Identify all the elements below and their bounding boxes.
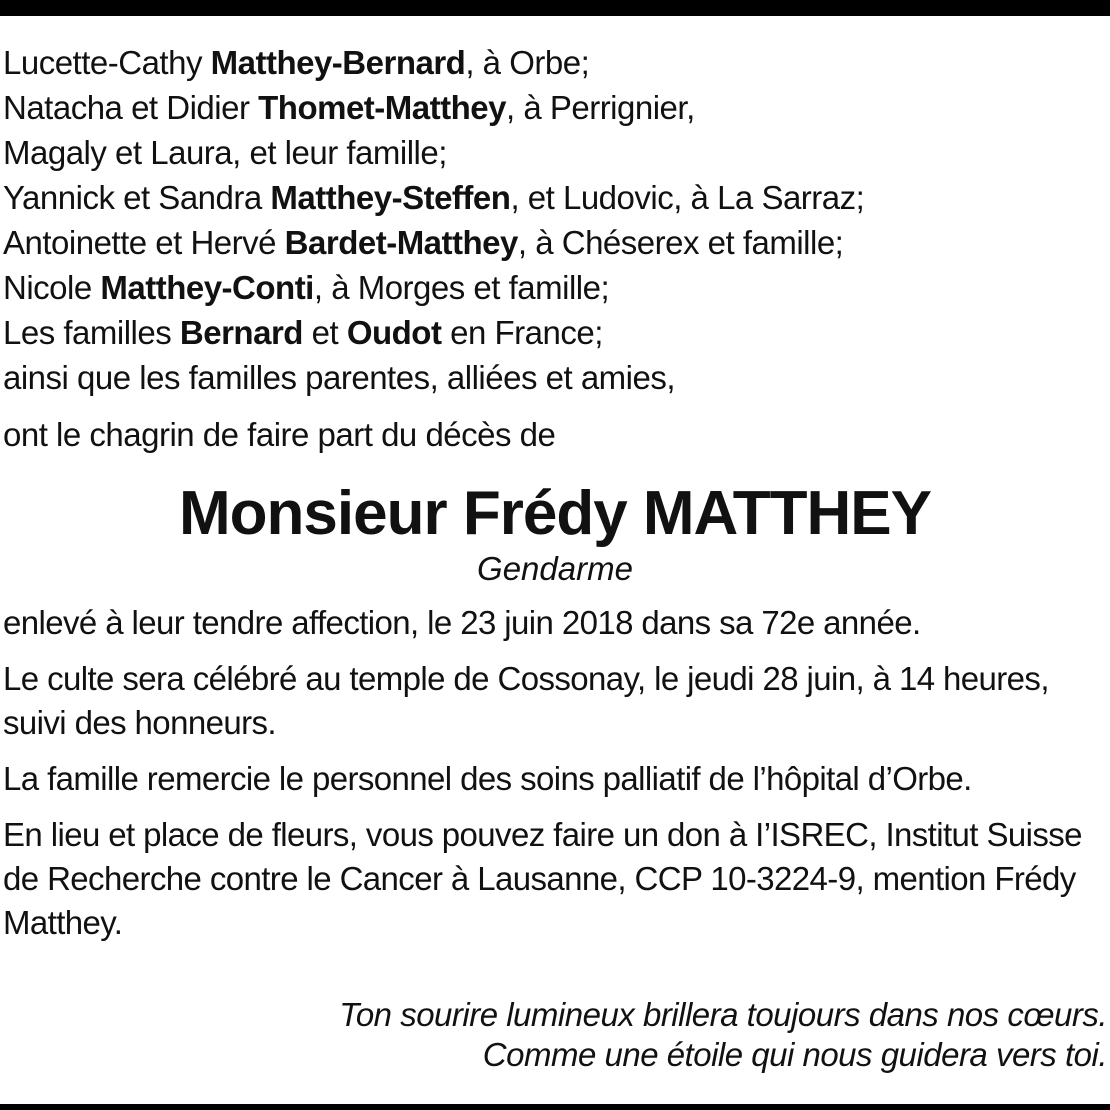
family-line [3,130,1107,175]
family-line-text: et [302,314,347,351]
family-line-text: Lucette-Cathy [3,44,211,81]
family-surname: Matthey-Bernard [210,44,466,81]
bottom-border-rule [0,1104,1110,1110]
ceremony-paragraph: Le culte sera célébré au temple de Cossonay, le jeudi 28 juin, à 14 heures, suivi des honneurs. [3,660,1049,741]
family-line [3,175,1107,220]
family-line-text: Les familles [3,314,180,351]
family-line-text: Natacha et Didier [3,89,259,126]
closing-quote [3,995,1107,1075]
deceased-name: Monsieur Frédy MATTHEY [179,479,931,548]
family-line-text: Magaly et Laura, et leur famille; [3,134,447,171]
obituary-notice [3,40,1107,1075]
family-line [3,265,1107,310]
family-line-text: en France; [441,314,603,351]
family-list [3,40,1107,400]
announcement-intro: ont le chagrin de faire part du décès de [3,416,556,453]
family-line [3,310,1107,355]
family-surname: Thomet-Matthey [258,89,506,126]
donation-paragraph: En lieu et place de fleurs, vous pouvez faire un don à I’ISREC, Institut Suisse de Recherche contre le Cancer à Lausanne, CCP 10-3224-9, mention Frédy Matthey. [3,816,1082,941]
family-line-text: Antoinette et Hervé [3,224,285,261]
family-line [3,355,1107,400]
family-line-text: , et Ludovic, à La Sarraz; [510,179,865,216]
thanks-paragraph: La famille remercie le personnel des soins palliatif de l’hôpital d’Orbe. [3,760,972,797]
death-paragraph: enlevé à leur tendre affection, le 23 juin 2018 dans sa 72e année. [3,604,921,641]
family-surname: Matthey-Conti [100,269,314,306]
family-line-text: , à Morges et famille; [313,269,610,306]
family-surname: Bardet-Matthey [284,224,518,261]
top-border-rule [0,0,1110,16]
family-surname: Bernard [179,314,303,351]
deceased-role: Gendarme [477,550,633,587]
family-line-text: Yannick et Sandra [3,179,271,216]
quote-line: Ton sourire lumineux brillera toujours dans nos cœurs. [339,996,1107,1033]
family-line-text: , à Orbe; [465,44,590,81]
family-line-text: ainsi que les familles parentes, alliées et amies, [3,359,676,396]
family-surname: Matthey-Steffen [270,179,511,216]
family-line [3,85,1107,130]
family-line-text: , à Perrignier, [505,89,695,126]
family-line [3,40,1107,85]
family-line-text: Nicole [3,269,101,306]
family-line [3,220,1107,265]
quote-line: Comme une étoile qui nous guidera vers toi. [482,1036,1107,1073]
family-line-text: , à Chéserex et famille; [517,224,844,261]
family-surname: Oudot [346,314,442,351]
